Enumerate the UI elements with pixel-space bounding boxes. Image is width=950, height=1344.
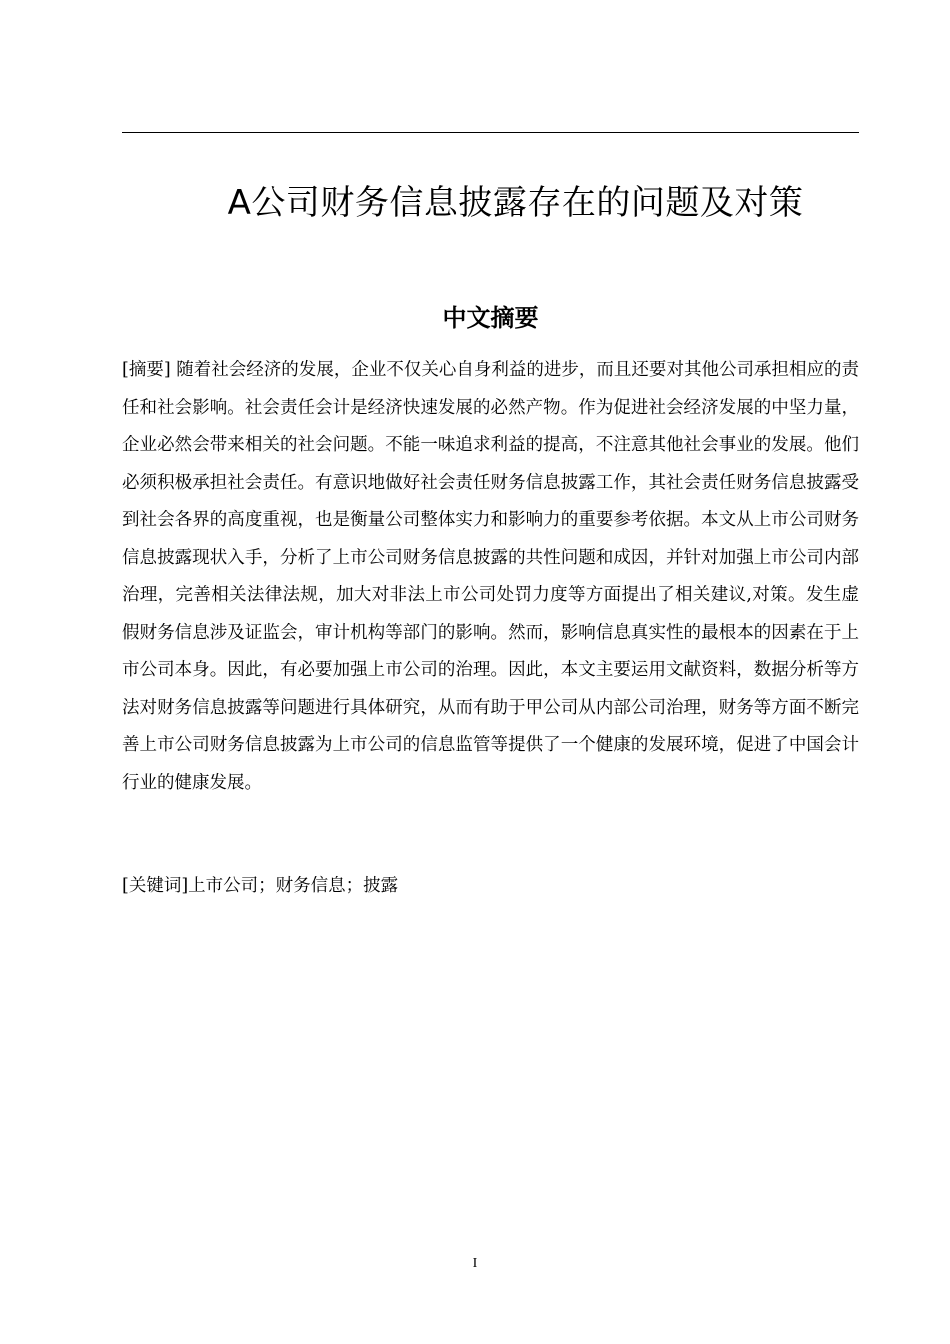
keywords-line bbox=[122, 868, 859, 906]
keywords-text: 上市公司；财务信息；披露 bbox=[188, 876, 399, 896]
header-rule bbox=[122, 132, 859, 133]
document-title: A公司财务信息披露存在的问题及对策 bbox=[227, 183, 804, 223]
abstract-paragraph bbox=[122, 352, 859, 802]
abstract-label: [摘要] bbox=[122, 360, 171, 380]
keywords-label: [关键词] bbox=[122, 876, 189, 896]
abstract-text: 随着社会经济的发展，企业不仅关心自身利益的进步，而且还要对其他公司承担相应的责任和社会影响。社会责任会计是经济快速发展的必然产物。作为促进社会经济发展的中坚力量，企业必然会带来相关的社会问题。不能一味追求利益的提高，不注意其他社会事业的发展。他们必须积极承担社会责任。有意识地做好社会责任财务信息披露工作，其社会责任财务信息披露受到社会各界的高度重视，也是衡量公司整体实力和影响力的重要参考依据。本文从上市公司财务信息披露现状入手，分析了上市公司财务信息披露的共性问题和成因，并针对加强上市公司内部治理，完善相关法律法规，加大对非法上市公司处罚力度等方面提出了相关建议,对策。发生虚假财务信息涉及证监会，审计机构等部门的影响。然而，影响信息真实性的最根本的因素在于上市公司本身。因此，有必要加强上市公司的治理。因此，本文主要运用文献资料，数据分析等方法对财务信息披露等问题进行具体研究，从而有助于甲公司从内部公司治理，财务等方面不断完善上市公司财务信息披露为上市公司的信息监管等提供了一个健康的发展环境，促进了中国会计行业的健康发展。 bbox=[122, 360, 860, 793]
page-number: I bbox=[472, 1256, 478, 1271]
abstract-heading: 中文摘要 bbox=[442, 304, 539, 332]
